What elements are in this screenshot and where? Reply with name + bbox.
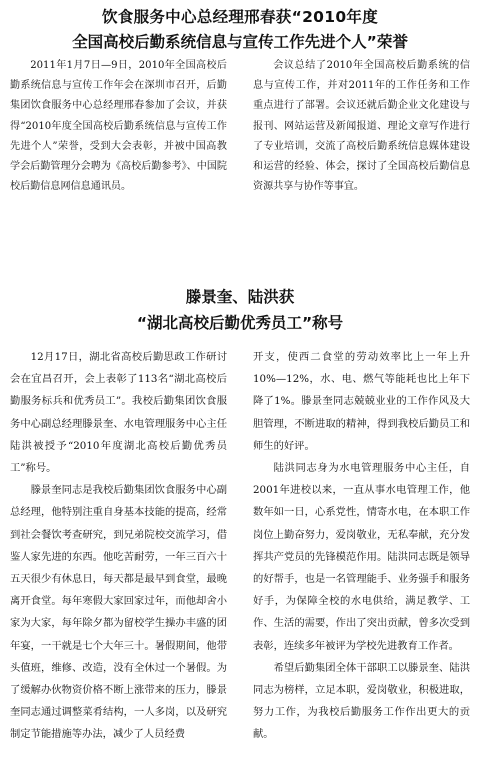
article2-paragraph: 开支，使西二食堂的劳动效率比上一年上升10%—12%，水、电、燃气等能耗也比上年下降了1%。滕景奎同志兢兢业业的工作作风及大胆管理，不断进取的精神，得到我校后勤员工和师生的好评。 [253, 351, 470, 452]
article2-left-column [10, 346, 227, 746]
article1-paragraph: 会议总结了2010年全国高校后勤系统的信息与宣传工作，并对2011年的工作任务和工作重点进行了部署。会议还就后勤企业文化建设与报刊、网站运营及新闻报道、理论文章写作进行了专业培训，交流了高校后勤系统信息媒体建设和运营的经验、体会，探讨了全国高校后勤信息资源共享与协作等事宜。 [253, 60, 470, 193]
article2-paragraph: 滕景奎同志是我校后勤集团饮食服务中心副总经理，他特别注重自身基本技能的提高，经常到社会餐饮考查研究，到兄弟院校交流学习，借鉴人家先进的东西。他吃苦耐劳，一年三百六十五天很少有休息日，每天都是最早到食堂，最晚离开食堂。每年寒假大家回家过年，而他却舍小家为大家，每年除夕都为留校学生操办丰盛的团年宴，一干就是七个大年三十。暑假期间，他带头值班，维修、改造，没有全休过一个暑假。为了缓解办伙物资价格不断上涨带来的压力，滕景奎同志通过调整菜肴结构，一人多岗，以及研究制定节能措施等办法，减少了人员经费 [10, 484, 227, 741]
article1-body [0, 56, 480, 197]
article2-title-line1: 滕景奎、陆洪获 [185, 288, 295, 306]
article2-right-column [253, 346, 470, 746]
article2-paragraph: 陆洪同志身为水电管理服务中心主任，自2001年进校以来，一直从事水电管理工作，他数年如一日，心系党性，情寄水电，在本职工作岗位上勤奋努力，爱岗敬业，无私奉献，充分发挥共产党员的先锋模范作用。陆洪同志既是领导的好帮手，也是一名管理能手、业务强手和服务好手，为保障全校的水电供给，满足教学、工作、生活的需要，作出了突出贡献，曾多次受到表彰，连续多年被评为学校先进教育工作者。 [253, 462, 470, 652]
article1-left-column [10, 56, 227, 197]
article2-title-line2: “湖北高校后勤优秀员工”称号 [136, 314, 344, 332]
article1-title-line1: 饮食服务中心总经理邢春获“2010年度 [101, 8, 379, 26]
article1-headline [0, 0, 480, 55]
article2-body [0, 346, 480, 746]
article2-headline [0, 284, 480, 336]
article2-paragraph: 希望后勤集团全体干部职工以滕景奎、陆洪同志为榜样，立足本职，爱岗敬业，积极进取，努力工作，为我校后勤服务工作作出更大的贡献。 [253, 661, 470, 741]
article1-title-line2: 全国高校后勤系统信息与宣传工作先进个人”荣誉 [72, 33, 408, 51]
article2-paragraph: 12月17日，湖北省高校后勤思政工作研讨会在宜昌召开，会上表彰了113名“湖北高校后勤服务标兵和优秀员工”。我校后勤集团饮食服务中心副总经理滕景奎、水电管理服务中心主任陆洪被授予“2010年度湖北高校后勤优秀员工”称号。 [10, 351, 227, 475]
article1-paragraph: 2011年1月7日—9日，2010年全国高校后勤系统信息与宣传工作年会在深圳市召开，后勤集团饮食服务中心总经理邢春参加了会议，并获得“2010年度全国高校后勤系统信息与宣传工作先进个人”荣誉，受到大会表彰，并被中国高教学会后勤管理分会聘为《高校后勤参考》、中国院校后勤信息网信息通讯员。 [10, 60, 228, 193]
article1-right-column [253, 56, 470, 197]
